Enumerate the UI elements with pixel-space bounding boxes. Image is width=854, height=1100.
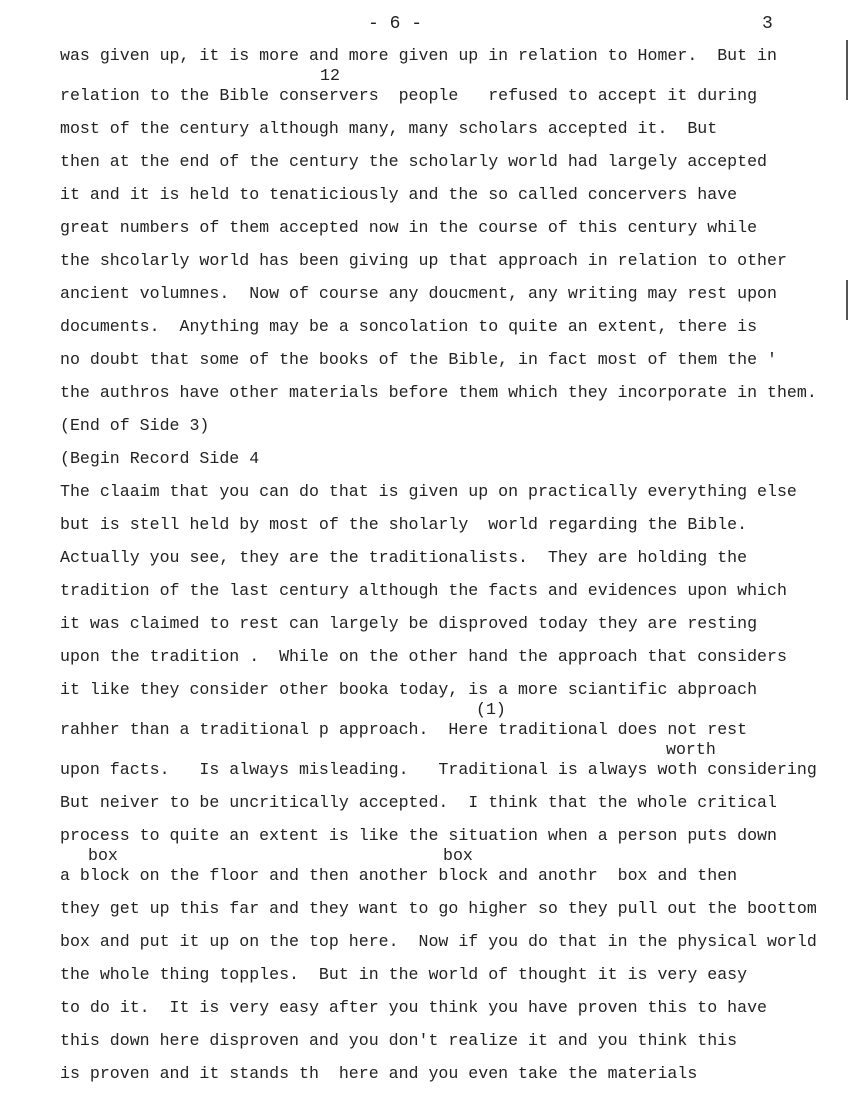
text-line: process to quite an extent is like the situation when a person puts down bbox=[60, 826, 777, 845]
interlinear-correction: box bbox=[88, 846, 118, 865]
text-line: most of the century although many, many scholars accepted it. But bbox=[60, 119, 718, 138]
text-line: ancient volumnes. Now of course any doucment, any writing may rest upon bbox=[60, 284, 777, 303]
text-line: is proven and it stands th here and you even take the materials bbox=[60, 1064, 698, 1083]
text-line: this down here disproven and you don't realize it and you think this bbox=[60, 1031, 738, 1050]
text-line: great numbers of them accepted now in the course of this century while bbox=[60, 218, 758, 237]
text-line: they get up this far and they want to go higher so they pull out the boottom bbox=[60, 899, 817, 918]
text-line: relation to the Bible conservers people refused to accept it during bbox=[60, 86, 758, 105]
text-line: upon the tradition . While on the other hand the approach that considers bbox=[60, 647, 787, 666]
text-line: the shcolarly world has been giving up that approach in relation to other bbox=[60, 251, 787, 270]
text-line: was given up, it is more and more given up in relation to Homer. But in bbox=[60, 46, 777, 65]
text-line: but is stell held by most of the sholarly world regarding the Bible. bbox=[60, 515, 748, 534]
text-line: it was claimed to rest can largely be disproved today they are resting bbox=[60, 614, 758, 633]
text-line: the whole thing topples. But in the world of thought it is very easy bbox=[60, 965, 748, 984]
text-line: then at the end of the century the scholarly world had largely accepted bbox=[60, 152, 768, 171]
text-line: no doubt that some of the books of the Bible, in fact most of them the ' bbox=[60, 350, 777, 369]
interlinear-note: 12 bbox=[320, 66, 340, 85]
interlinear-correction: box bbox=[443, 846, 473, 865]
text-line: a block on the floor and then another block and anothr box and then bbox=[60, 866, 738, 885]
page-edge-mark bbox=[846, 280, 848, 320]
page-number: - 6 - bbox=[368, 14, 423, 34]
text-line: rahher than a traditional p approach. Here traditional does not rest bbox=[60, 720, 748, 739]
text-line: upon facts. Is always misleading. Traditional is always woth considering bbox=[60, 760, 817, 779]
text-line: it and it is held to tenaticiously and the so called concervers have bbox=[60, 185, 738, 204]
text-line: But neiver to be uncritically accepted. I think that the whole critical bbox=[60, 793, 777, 812]
text-line: box and put it up on the top here. Now if you do that in the physical world bbox=[60, 932, 817, 951]
corner-page-number: 3 bbox=[762, 14, 773, 34]
text-line: (Begin Record Side 4 bbox=[60, 449, 260, 468]
text-line: to do it. It is very easy after you think you have proven this to have bbox=[60, 998, 768, 1017]
text-line: (End of Side 3) bbox=[60, 416, 210, 435]
interlinear-note: (1) bbox=[476, 700, 506, 719]
text-line: it like they consider other booka today, is a more sciantific abproach bbox=[60, 680, 758, 699]
text-line: The claaim that you can do that is given up on practically everything else bbox=[60, 482, 797, 501]
interlinear-correction: worth bbox=[666, 740, 716, 759]
text-line: tradition of the last century although the facts and evidences upon which bbox=[60, 581, 787, 600]
text-line: documents. Anything may be a soncolation to quite an extent, there is bbox=[60, 317, 758, 336]
text-line: Actually you see, they are the traditionalists. They are holding the bbox=[60, 548, 748, 567]
page-edge-mark bbox=[846, 40, 848, 100]
text-line: the authros have other materials before them which they incorporate in them. bbox=[60, 383, 817, 402]
